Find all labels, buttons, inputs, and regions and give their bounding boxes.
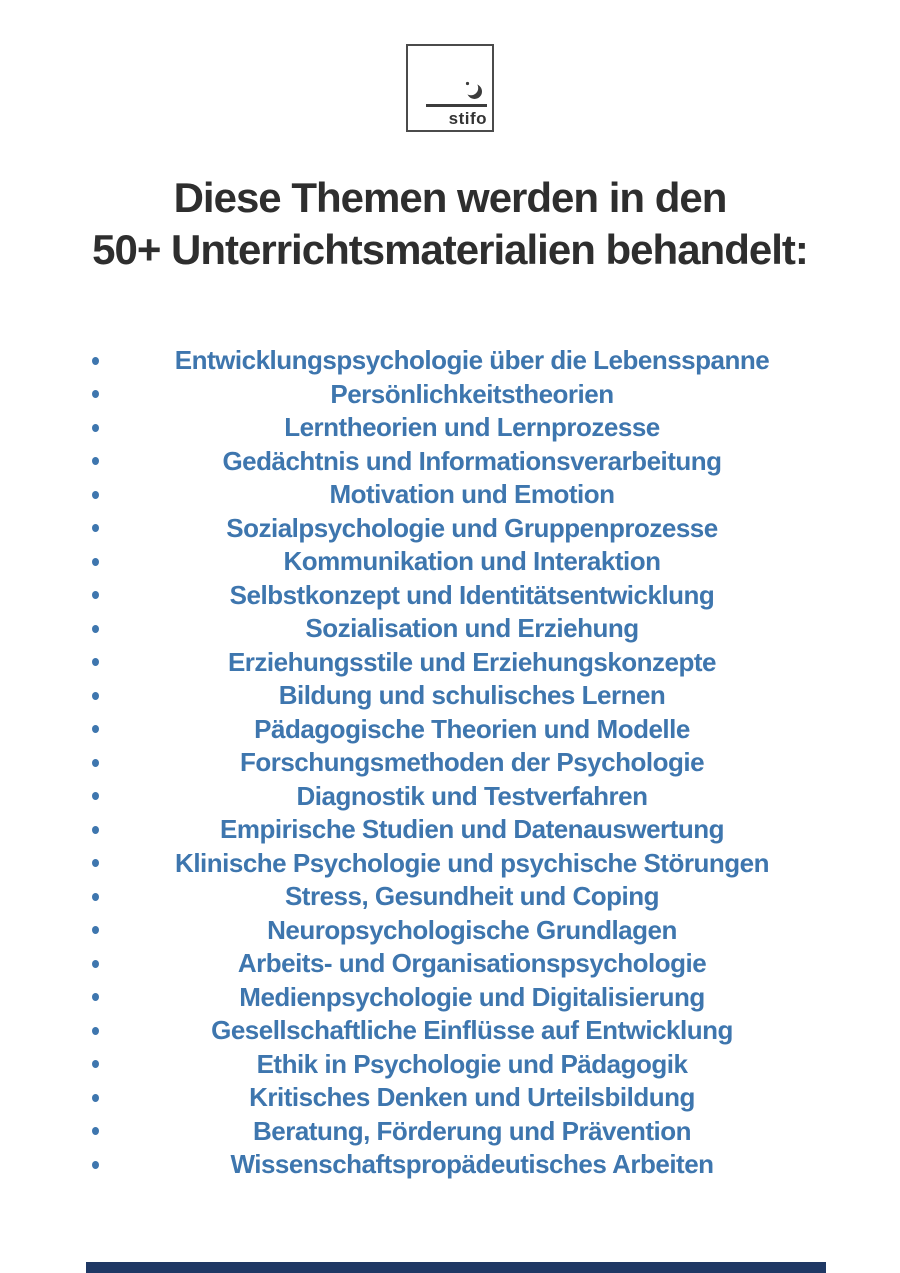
- topic-label: Motivation und Emotion: [329, 479, 615, 509]
- topic-label: Medienpsychologie und Digitalisierung: [239, 981, 705, 1012]
- topic-item: [88, 512, 812, 546]
- topic-label: Selbstkonzept und Identitätsentwicklung: [229, 579, 715, 610]
- bullet-icon: [92, 591, 99, 599]
- logo-underline: [426, 104, 487, 107]
- topic-item: [88, 947, 812, 981]
- bullet-icon: [92, 1027, 99, 1035]
- topic-item: [88, 478, 812, 512]
- bullet-icon: [92, 826, 99, 834]
- topic-label: Arbeits- und Organisationspsychologie: [237, 948, 707, 978]
- topic-label: Kommunikation und Interaktion: [283, 546, 661, 576]
- bullet-icon: [92, 993, 99, 1001]
- bullet-icon: [92, 792, 99, 800]
- topic-label: Gesellschaftliche Einflüsse auf Entwicklung: [211, 1015, 733, 1045]
- topic-label: Beratung, Förderung und Prävention: [252, 1115, 691, 1146]
- topic-item: [88, 713, 812, 747]
- topic-item: [88, 914, 812, 948]
- topic-item: [88, 411, 812, 445]
- topic-label: Wissenschaftspropädeutisches Arbeiten: [230, 1149, 714, 1179]
- bullet-icon: [92, 1060, 99, 1068]
- topic-label: Forschungsmethoden der Psychologie: [239, 747, 705, 777]
- bullet-icon: [92, 625, 99, 633]
- bullet-icon: [92, 960, 99, 968]
- topic-item: [88, 1148, 812, 1182]
- topic-label: Pädagogische Theorien und Modelle: [254, 713, 690, 744]
- bullet-icon: [92, 859, 99, 867]
- topic-item: [88, 813, 812, 847]
- topics-list: [88, 344, 812, 1182]
- topic-label: Stress, Gesundheit und Coping: [284, 881, 660, 911]
- topic-item: [88, 1014, 812, 1048]
- bullet-icon: [92, 1127, 99, 1135]
- bullet-icon: [92, 759, 99, 767]
- topic-item: [88, 646, 812, 680]
- bullet-icon: [92, 1094, 99, 1102]
- topic-item: [88, 1081, 812, 1115]
- topic-item: [88, 1048, 812, 1082]
- topic-label: Sozialisation und Erziehung: [305, 613, 639, 643]
- bullet-icon: [92, 491, 99, 499]
- topic-label: Kritisches Denken und Urteilsbildung: [249, 1082, 695, 1112]
- brand-logo: [406, 44, 494, 132]
- brand-name: stifo: [448, 109, 487, 128]
- bullet-icon: [92, 692, 99, 700]
- topic-item: [88, 1115, 812, 1149]
- bullet-icon: [92, 457, 99, 465]
- topic-item: [88, 378, 812, 412]
- topic-label: Erziehungsstile und Erziehungskonzepte: [227, 646, 717, 677]
- topic-item: [88, 780, 812, 814]
- bullet-icon: [92, 558, 99, 566]
- bullet-icon: [92, 658, 99, 666]
- bullet-icon: [92, 926, 99, 934]
- topic-item: [88, 981, 812, 1015]
- moon-icon: [463, 80, 485, 102]
- topic-label: Persönlichkeitstheorien: [330, 378, 614, 409]
- bullet-icon: [92, 424, 99, 432]
- topic-item: [88, 579, 812, 613]
- topic-label: Bildung und schulisches Lernen: [278, 680, 666, 710]
- topic-label: Neuropsychologische Grundlagen: [267, 914, 677, 945]
- bullet-icon: [92, 725, 99, 733]
- topic-label: Lerntheorien und Lernprozesse: [284, 412, 660, 442]
- topic-item: [88, 847, 812, 881]
- topic-label: Ethik in Psychologie und Pädagogik: [256, 1048, 688, 1079]
- page-title-line2: 50+ Unterrichtsmaterialien behandelt:: [92, 226, 808, 273]
- topic-label: Gedächtnis und Informationsverarbeitung: [222, 445, 722, 476]
- page-title: [0, 172, 900, 276]
- topic-label: Diagnostik und Testverfahren: [296, 780, 648, 811]
- topic-label: Sozialpsychologie und Gruppenprozesse: [226, 512, 718, 543]
- footer-bar: [86, 1262, 826, 1273]
- topic-label: Klinische Psychologie und psychische Störungen: [175, 847, 769, 878]
- topic-item: [88, 612, 812, 646]
- page-title-line1: Diese Themen werden in den: [173, 174, 727, 221]
- topic-item: [88, 445, 812, 479]
- topic-label: Empirische Studien und Datenauswertung: [220, 814, 724, 844]
- bullet-icon: [92, 357, 99, 365]
- bullet-icon: [92, 390, 99, 398]
- topic-item: [88, 880, 812, 914]
- topic-item: [88, 746, 812, 780]
- bullet-icon: [92, 1161, 99, 1169]
- bullet-icon: [92, 524, 99, 532]
- bullet-icon: [92, 893, 99, 901]
- topic-item: [88, 545, 812, 579]
- topic-item: [88, 679, 812, 713]
- topic-label: Entwicklungspsychologie über die Lebensspanne: [174, 345, 770, 375]
- topic-item: [88, 344, 812, 378]
